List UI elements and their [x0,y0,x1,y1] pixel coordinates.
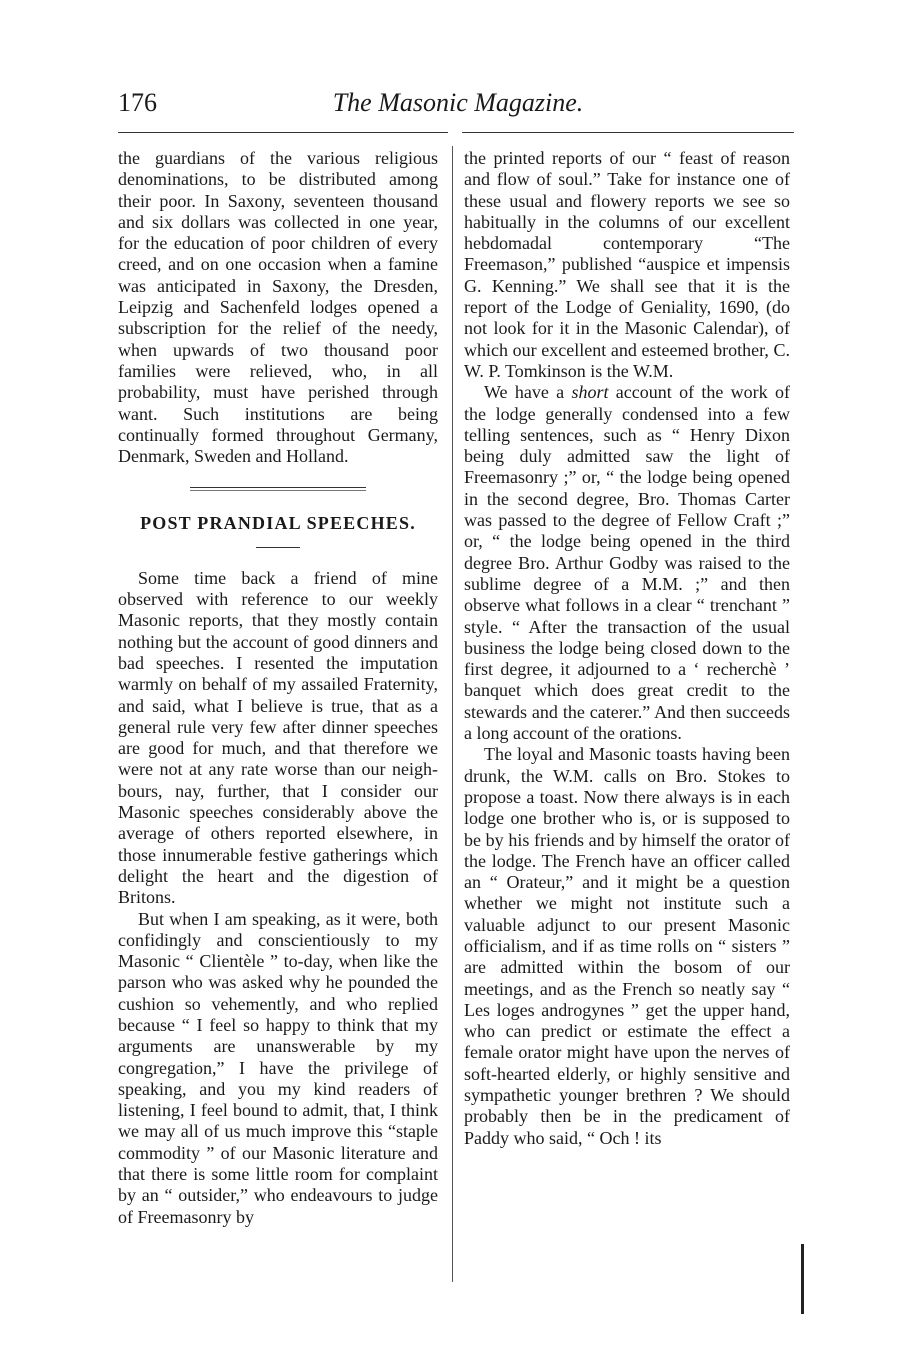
header-rule-left [118,132,448,133]
right-paragraph-3: The loyal and Masonic toasts having been drunk, the W.M. calls on Bro. Stokes to propose a toast. Now there always is in each lodge one brother who is, or is supposed to be by his friends and by himself the orator of the lodge. The French have an officer called an “ Orateur,” and it might be a question whether we might not institute such a valuable adjunct to our present Masonic officialism, and if as time rolls on “ sisters ” are admitted within the bosom of our meetings, and as the French so neatly say “ Les loges androgynes ” get the upper hand, who can predict or estimate the effect a female orator might have upon the nerves of soft-hearted elderly, or highly sensitive and sympathetic younger brethren ? We should probably then be in the predicament of Paddy who said, “ Och ! its [464,744,790,1148]
emphasis-short: short [571,382,609,403]
right-column [464,148,790,1149]
right-paragraph-2 [464,382,790,744]
section-divider-rule [190,487,366,491]
right-paragraph-2-rest: account of the work of the lodge generally condensed into a few telling sentences, such as “ Henry Dixon being duly admitted saw the light of Freemasonry ;” or, “ the lodge being opened in the second degree, Bro. Thomas Carter was passed to the degree of Fellow Craft ;” or, “ the lodge being opened in the third degree Bro. Arthur Godby was raised to the sublime degree of a M.M. ;” and then observe what follows in a clear “ trenchant ” style. “ After the transaction of the usual business the lodge being closed down to the first degree, it adjourned to a ‘ recherchè ’ banquet which does great credit to the stewards and the caterer.” And then succeeds a long account of the orations. [464,382,790,744]
article-paragraph-2: But when I am speaking, as it were, both confidingly and conscientiously to my Masonic “ Clientèle ” to-day, when like the parson who was asked why he pounded the cushion so vehemently, and who replied because “ I feel so happy to think that my arguments are unanswerable by my congregation,” I have the privilege of speaking, and you my kind readers of listening, I feel bound to admit, that, I think we may all of us much improve this “staple commodity ” of our Masonic literature and that there is some little room for complaint by an “ outsider,” who endeavours to judge of Freemasonry by [118,908,438,1227]
page-edge-mark [801,1244,804,1314]
column-divider [452,146,453,1282]
continuation-paragraph: the guardians of the various religious denominations, to be distributed among their poor. In Saxony, seventeen thousand and six dollars was collected in one year, for the education of poor children of every creed, and on one occasion when a famine was anticipated in Saxony, the Dresden, Leipzig and Sachenfeld lodges opened a subscription for the relief of the needy, when upwards of two thousand poor families were relieved, who, in all probability, must have perished through want. Such institutions are being continually formed throughout Germany, Denmark, Sweden and Holland. [118,148,438,467]
article-paragraph-1: Some time back a friend of mine observed with reference to our weekly Masonic reports, that they mostly contain nothing but the account of good dinners and bad speeches. I resented the imputation warmly on behalf of my assailed Fraternity, and said, what I believe is true, that as a general rule very few after dinner speeches are good for much, and that therefore we were not at any rate worse than our neighbours, nay, further, that I consider our Masonic speeches considerably above the average of others reported elsewhere, in those innumerable festive gatherings which delight the heart and the digestion of Britons. [118,567,438,908]
header-rule-right [462,132,794,133]
page-number: 176 [118,88,157,117]
right-paragraph-1: the printed reports of our “ feast of reason and flow of soul.” Take for instance one of these usual and flowery reports we see so habitually in the columns of our excellent hebdomadal contemporary “The Freemason,” published “auspice et impensis G. Kenning.” We shall see that it is the report of the Lodge of Geniality, 1690, (do not look for it in the Masonic Calendar), of which our excellent and esteemed brother, C. W. P. Tomkinson is the W.M. [464,148,790,381]
running-title: The Masonic Magazine. [332,88,584,117]
article-heading: POST PRANDIAL SPEECHES. [140,513,416,534]
page-header [118,88,798,128]
heading-underline-rule [256,547,300,548]
right-paragraph-2-start: We have a [484,382,572,403]
left-column [118,148,438,1228]
